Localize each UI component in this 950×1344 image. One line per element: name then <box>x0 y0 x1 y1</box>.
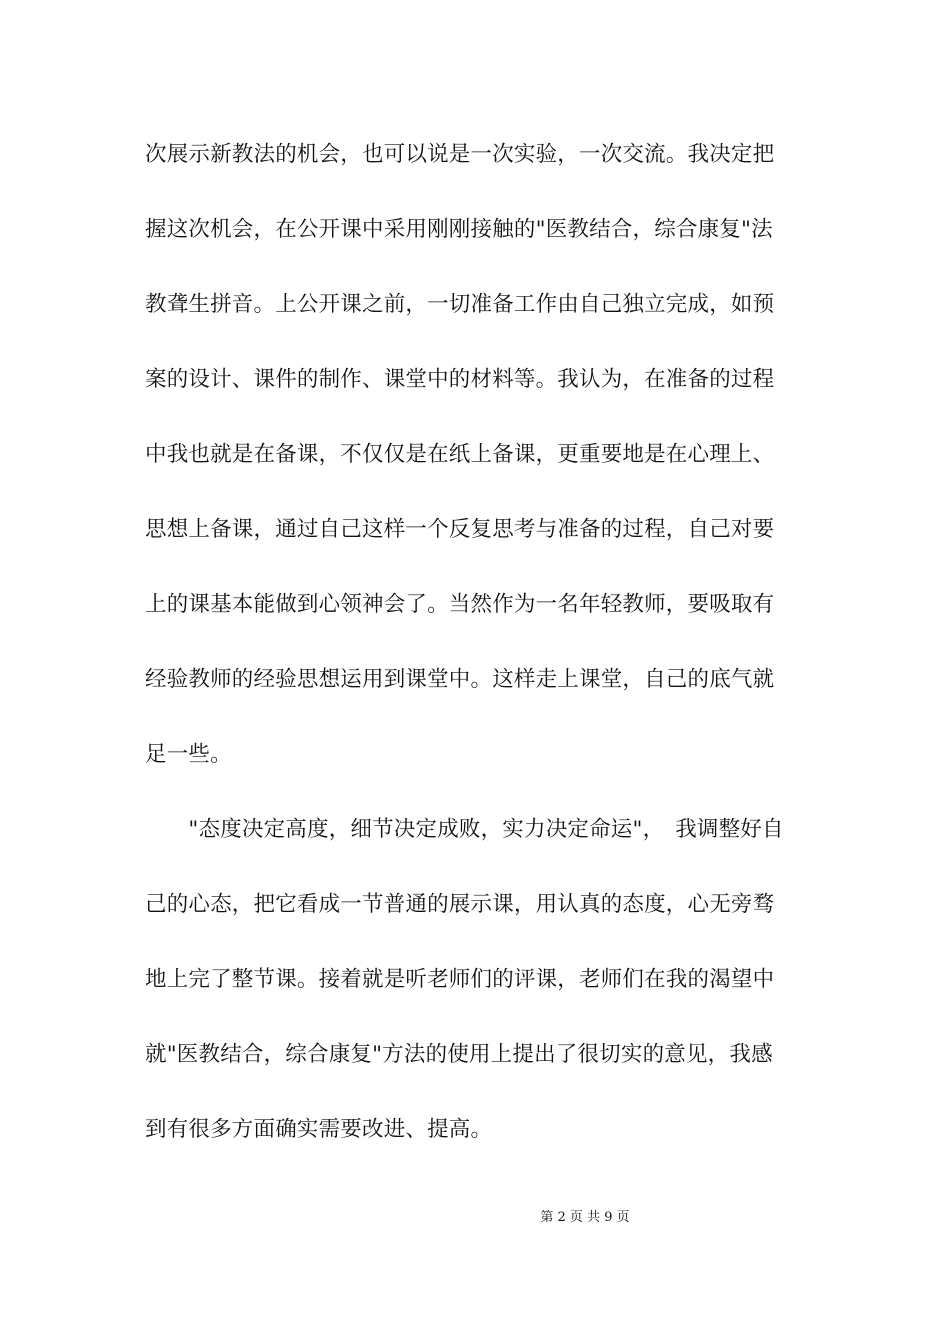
paragraph-2 <box>145 805 810 1180</box>
text-line: 案的设计、课件的制作、课堂中的材料等。我认为，在准备的过程 <box>145 367 775 392</box>
text-line: 中我也就是在备课，不仅仅是在纸上备课，更重要地是在心理上、 <box>145 442 775 467</box>
text-line: 己的心态，把它看成一节普通的展示课，用认真的态度，心无旁骛 <box>145 892 775 917</box>
text-line: 就"医教结合，综合康复"方法的使用上提出了很切实的意见，我感 <box>145 1042 773 1067</box>
text-line: 教聋生拼音。上公开课之前，一切准备工作由自己独立完成，如预 <box>145 292 775 317</box>
text-line: 到有很多方面确实需要改进、提高。 <box>145 1117 493 1142</box>
text-line: 地上完了整节课。接着就是听老师们的评课，老师们在我的渴望中 <box>145 967 775 992</box>
text-line: 足一些。 <box>145 742 232 767</box>
page-number-footer: 第 2 页 共 9 页 <box>540 1210 630 1225</box>
text-line: 次展示新教法的机会，也可以说是一次实验，一次交流。我决定把 <box>145 142 775 167</box>
text-line: 上的课基本能做到心领神会了。当然作为一名年轻教师，要吸取有 <box>145 592 775 617</box>
document-body <box>145 130 810 1180</box>
text-line: "态度决定高度，细节决定成败，实力决定命运"， 我调整好自 <box>145 817 784 842</box>
text-line: 握这次机会，在公开课中采用刚刚接触的"医教结合，综合康复"法 <box>145 217 773 242</box>
text-line: 思想上备课，通过自己这样一个反复思考与准备的过程，自己对要 <box>145 517 775 542</box>
text-line: 经验教师的经验思想运用到课堂中。这样走上课堂，自己的底气就 <box>145 667 775 692</box>
paragraph-1 <box>145 130 810 805</box>
